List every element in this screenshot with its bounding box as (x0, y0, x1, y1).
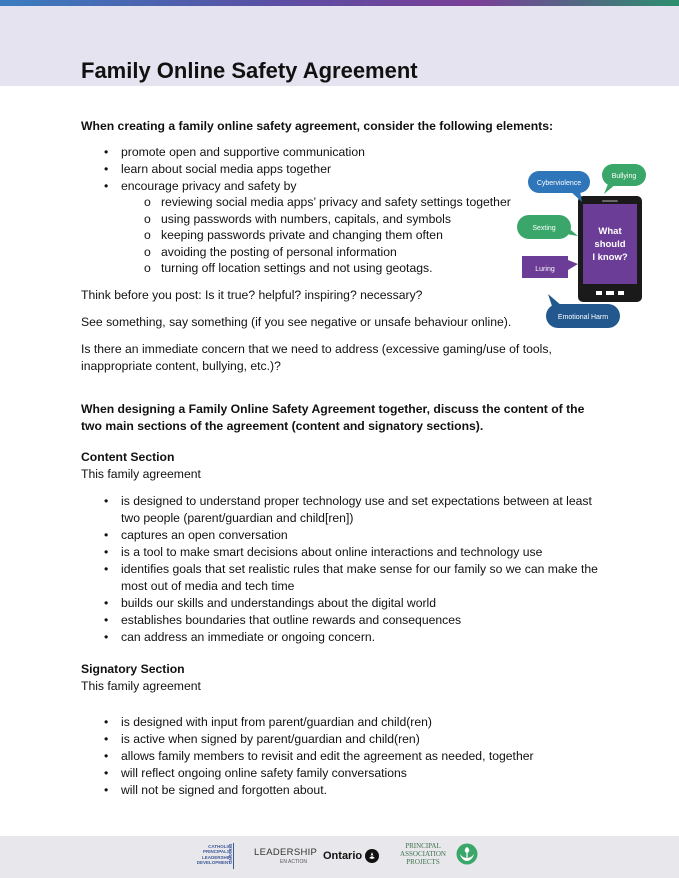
designing-heading: When designing a Family Online Safety Agreement together, discuss the content of the two main sections of the agreement (content and signatory sections). (81, 402, 585, 433)
content-section-list (104, 493, 606, 646)
luring-bubble (522, 256, 578, 278)
list-item: • encourage privacy and safety by (104, 179, 297, 193)
cpld-logo: CATHOLIC PRINCIPALS' LEADERSHIP DEVELOPMENT (196, 844, 231, 866)
list-item: o reviewing social media apps’ privacy and safety settings together (144, 195, 511, 209)
principal-association-logo: PRINCIPAL ASSOCIATION PROJECTS (400, 842, 446, 866)
cpld-divider (233, 843, 234, 869)
think-text: Think before you post: Is it true? helpful? inspiring? necessary? (81, 288, 423, 302)
content-section-heading: Content Section (81, 450, 175, 464)
list-item: o keeping passwords private and changing them often (144, 228, 443, 243)
ontario-trillium-icon (365, 849, 379, 863)
privacy-sublist (144, 194, 521, 277)
leadership-logo: LEADERSHIP (254, 847, 318, 858)
ontario-vertical-text: ONTARIO (228, 843, 233, 864)
phone-text-line1: What (598, 226, 622, 237)
list-item: • allows family members to revisit and edit the agreement as needed, together (104, 749, 534, 763)
svg-text:Emotional Harm: Emotional Harm (557, 314, 609, 321)
sexting-bubble (517, 215, 578, 239)
svg-text:Cyberviolence: Cyberviolence (536, 180, 582, 187)
list-item: • builds our skills and understandings about the digital world (104, 596, 437, 610)
signatory-section-intro: This family agreement (81, 679, 201, 693)
bullying-bubble (602, 164, 646, 194)
list-item: • establishes boundaries that outline rewards and consequences (104, 613, 462, 627)
concern-text: Is there an immediate concern that we need to address (excessive gaming/use of tools, inappropriate content, bullying, etc.)? (81, 342, 552, 373)
svg-text:Bullying: Bullying (611, 173, 637, 180)
what-should-i-know-graphic (512, 160, 672, 332)
list-item: • captures an open conversation (104, 528, 288, 542)
page-title: Family Online Safety Agreement (81, 58, 418, 83)
svg-text:Luring: Luring (535, 266, 555, 273)
list-item: o using passwords with numbers, capitals, and symbols (144, 211, 451, 226)
list-item: • is designed to understand proper technology use and set expectations between at least two people (parent/guardian and child[ren]) (104, 494, 592, 525)
list-item: • will reflect ongoing online safety family conversations (104, 766, 407, 780)
phone-text-line2: should (594, 239, 626, 250)
list-item: o turning off location settings and not using geotags. (144, 261, 433, 276)
list-item: • will not be signed and forgotten about. (104, 783, 327, 797)
list-item: o avoiding the posting of personal information (144, 244, 397, 259)
elements-list (104, 144, 501, 195)
signatory-section-list (104, 714, 606, 799)
intro-heading: When creating a family online safety agreement, consider the following elements: (81, 119, 554, 133)
signatory-section-heading: Signatory Section (81, 662, 185, 676)
list-item: • promote open and supportive communication (104, 145, 365, 159)
list-item: • learn about social media apps together (104, 162, 332, 176)
phone-text-line3: I know? (592, 252, 628, 263)
svg-text:Sexting: Sexting (532, 225, 556, 232)
content-section-intro: This family agreement (81, 467, 201, 481)
list-item: • identifies goals that set realistic rules that make sense for our family so we can make the most out of media and tech time (104, 562, 598, 593)
hands-plant-icon (456, 843, 478, 867)
leadership-subtitle: EN ACTION (280, 859, 307, 865)
see-text: See something, say something (if you see negative or unsafe behaviour online). (81, 315, 512, 329)
footer (0, 836, 679, 878)
cyberviolence-bubble (528, 171, 590, 202)
ontario-logo: Ontario (323, 850, 363, 862)
list-item: • can address an immediate or ongoing concern. (104, 630, 376, 644)
list-item: • is a tool to make smart decisions about online interactions and technology use (104, 545, 543, 559)
list-item: • is active when signed by parent/guardian and child(ren) (104, 732, 420, 746)
list-item: • is designed with input from parent/guardian and child(ren) (104, 715, 432, 729)
